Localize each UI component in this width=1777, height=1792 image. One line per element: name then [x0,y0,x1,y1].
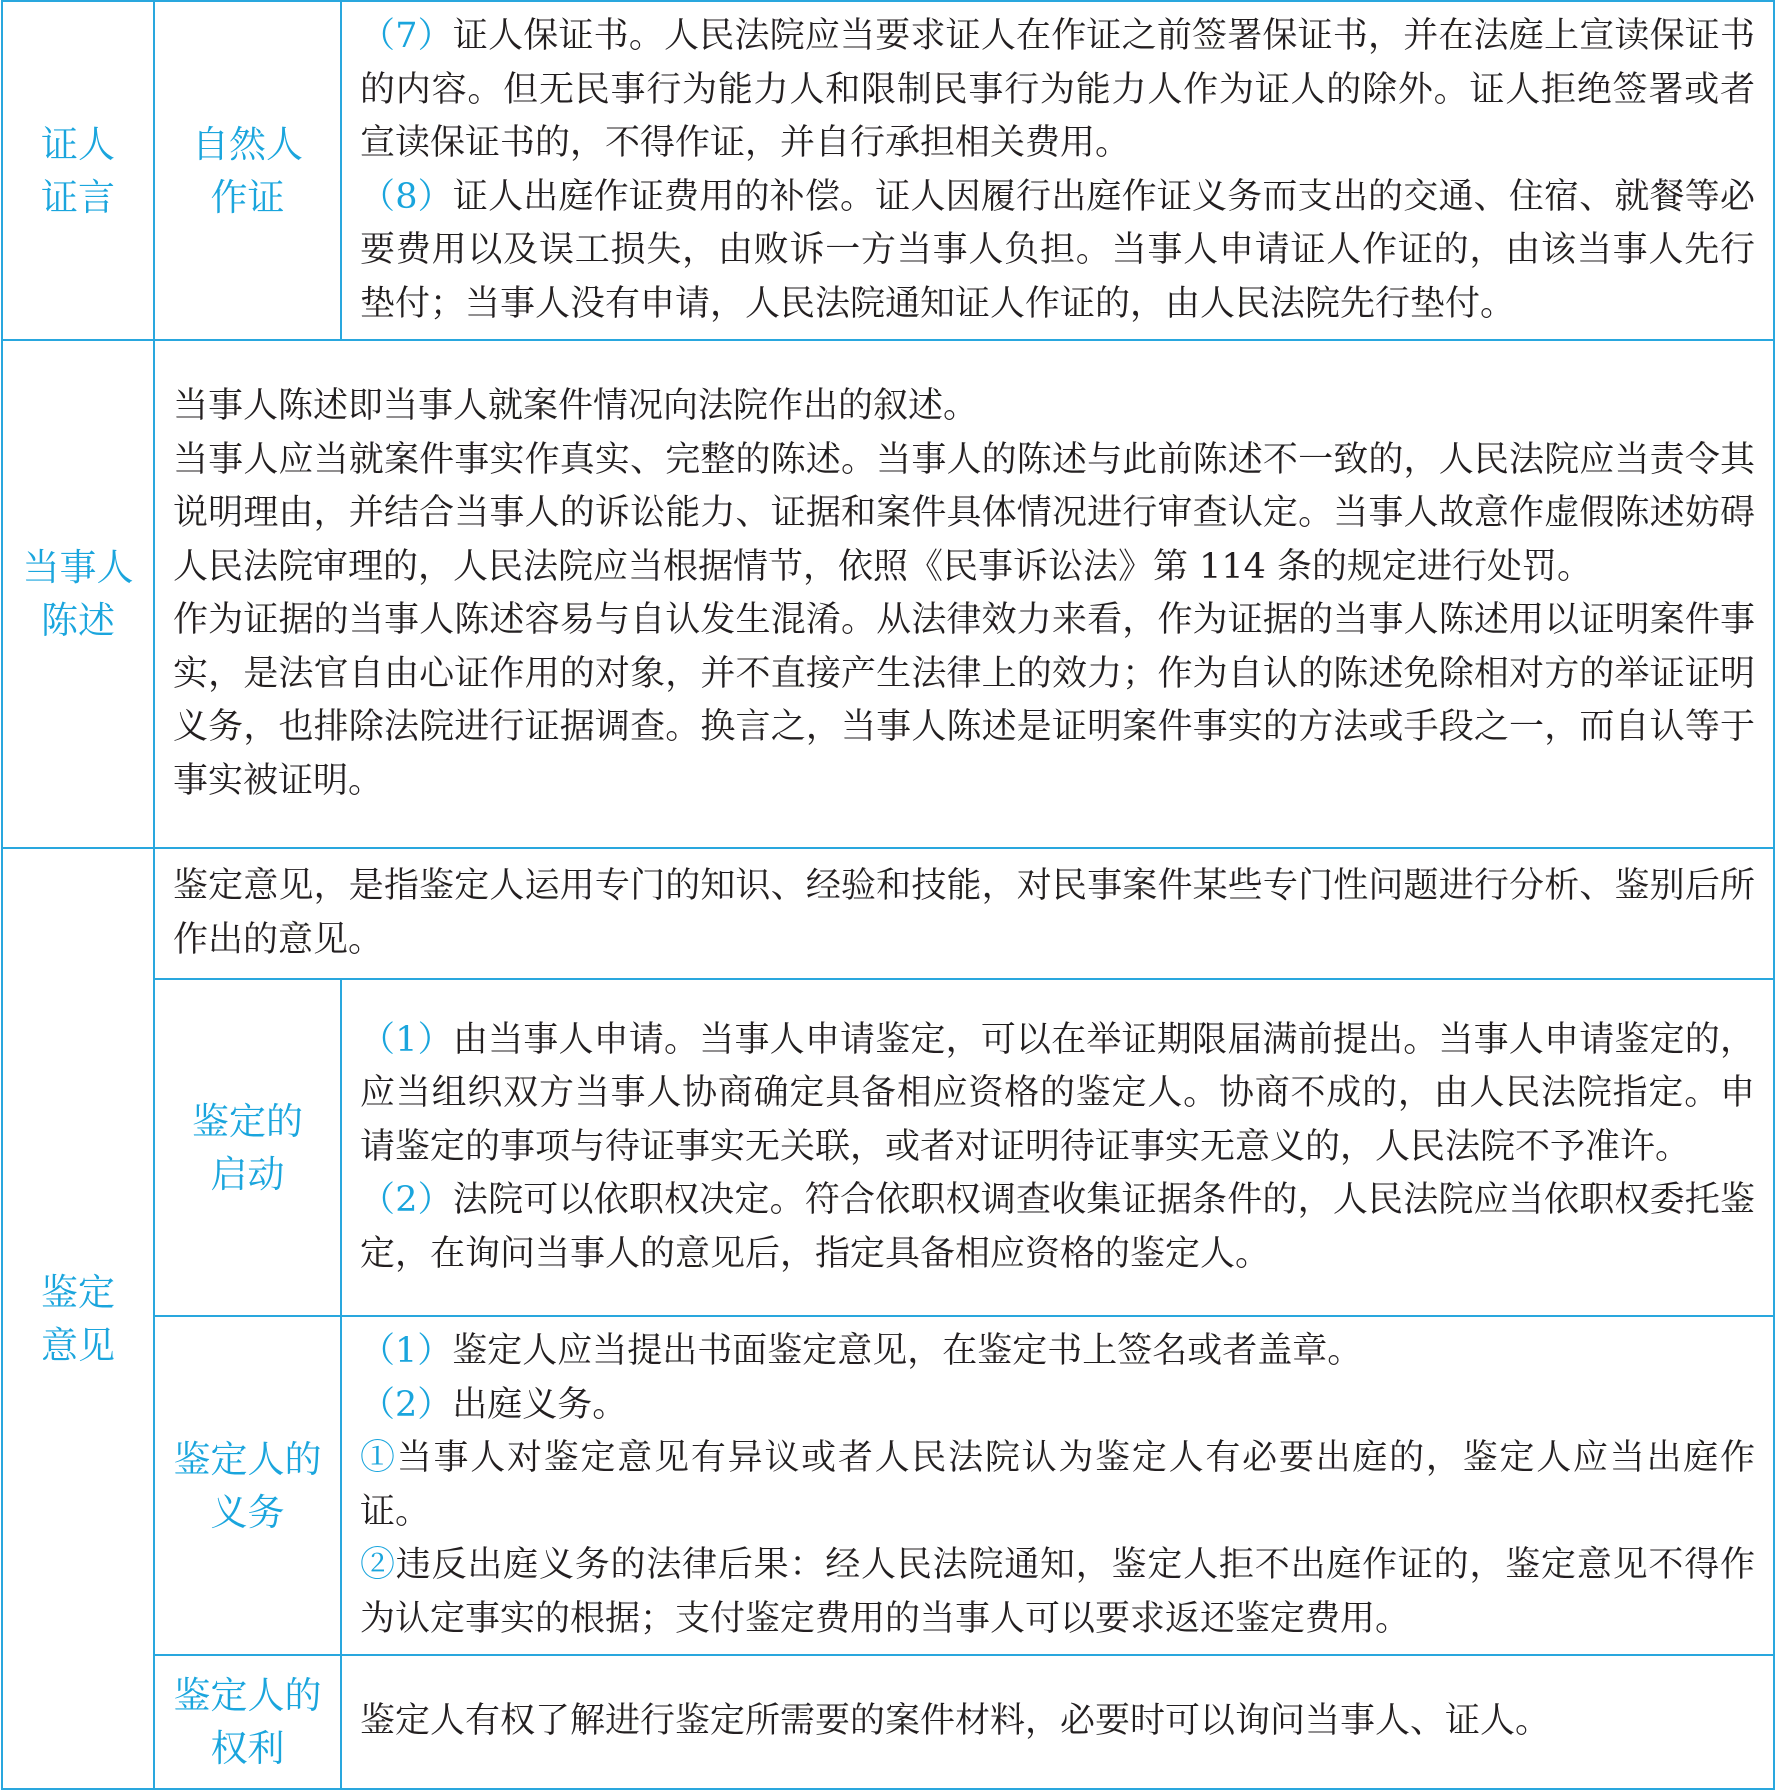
item-number: （2） [360,1384,453,1425]
category-witness-testimony [2,1,154,340]
paragraph: 当事人陈述即当事人就案件情况向法院作出的叙述。 [173,386,979,426]
label-line: 鉴定人的 [173,1674,322,1717]
sub-appraiser-rights [154,1655,341,1789]
item-number: ② [360,1545,396,1585]
item-number: （1） [360,1331,453,1371]
paragraph: 鉴定人有权了解进行鉴定所需要的案件材料，必要时可以询问当事人、证人。 [360,1701,1551,1742]
label-line: 鉴定 [41,1270,115,1314]
paragraph [360,1325,1755,1379]
paragraph [360,10,1755,171]
paragraph-text: 违反出庭义务的法律后果：经人民法院通知，鉴定人拒不出庭作证的，鉴定意见不得作为认定事实的根据；支付鉴定费用的当事人可以要求返还鉴定费用。 [360,1545,1755,1639]
sub-natural-person-testimony [154,1,341,340]
appraisal-definition [154,848,1774,979]
row-witness [2,1,1774,340]
sub-appraisal-initiation [154,979,341,1316]
appraiser-duties-content [341,1316,1774,1655]
paragraph-text: 证人保证书。人民法院应当要求证人在作证之前签署保证书，并在法庭上宣读保证书的内容。但无民事行为能力人和限制民事行为能力人作为证人的除外。证人拒绝签署或者宣读保证书的，不得作证，并自行承担相关费用。 [360,16,1755,163]
label-line: 权利 [210,1727,285,1770]
label-line: 作证 [210,175,285,219]
paragraph [360,171,1755,332]
paragraph: 鉴定意见，是指鉴定人运用专门的知识、经验和技能，对民事案件某些专门性问题进行分析、鉴别后所作出的意见。 [173,866,1755,960]
paragraph-text: 出庭义务。 [452,1384,628,1425]
label-line: 陈述 [41,599,115,642]
paragraph-text: 证人出庭作证费用的补偿。证人因履行出庭作证义务而支出的交通、住宿、就餐等必要费用以及误工损失，由败诉一方当事人负担。当事人申请证人作证的，由该当事人先行垫付；当事人没有申请，人民法院通知证人作证的，由人民法院先行垫付。 [360,176,1755,324]
row-appraiser-rights [2,1655,1774,1789]
paragraph [360,1432,1755,1539]
paragraph-text: 由当事人申请。当事人申请鉴定，可以在举证期限届满前提出。当事人申请鉴定的，应当组织双方当事人协商确定具备相应资格的鉴定人。协商不成的，由人民法院指定。申请鉴定的事项与待证事实无关联，或者对证明待证事实无意义的，人民法院不予准许。 [360,1019,1755,1167]
label-line: 鉴定人的 [173,1437,322,1481]
evidence-table [1,0,1775,1790]
paragraph-text: 法院可以依职权决定。符合依职权调查收集证据条件的，人民法院应当依职权委托鉴定，在询问当事人的意见后，指定具备相应资格的鉴定人。 [360,1180,1755,1274]
label-line: 鉴定的 [192,1099,303,1143]
label-line: 启动 [210,1152,285,1196]
appraiser-rights-content [341,1655,1774,1789]
row-party-statement [2,340,1774,848]
paragraph-text: 当事人对鉴定意见有异议或者人民法院认为鉴定人有必要出庭的，鉴定人应当出庭作证。 [360,1438,1755,1532]
label-line: 义务 [210,1490,285,1534]
item-number: （7） [360,16,453,56]
label-line: 自然人 [192,122,303,166]
label-line: 意见 [41,1323,115,1367]
appraisal-initiation-content [341,979,1774,1316]
paragraph [360,1174,1755,1281]
paragraph [360,1379,1755,1433]
witness-content [341,1,1774,340]
item-number: （2） [360,1180,453,1221]
party-statement-content [154,340,1774,848]
paragraph [360,1539,1755,1646]
label-line: 证人 [41,122,115,166]
row-appraiser-duties [2,1316,1774,1655]
paragraph: 当事人应当就案件事实作真实、完整的陈述。当事人的陈述与此前陈述不一致的，人民法院应当责令其说明理由，并结合当事人的诉讼能力、证据和案件具体情况进行审查认定。当事人故意作虚假陈述妨碍人民法院审理的，人民法院应当根据情节，依照《民事诉讼法》第 114 条的规定进行处罚。 [173,439,1755,587]
label-line: 当事人 [22,546,134,589]
item-number: ① [360,1438,397,1478]
row-appraisal-initiation [2,979,1774,1316]
paragraph [360,1014,1755,1175]
item-number: （8） [360,176,453,217]
row-appraisal-definition [2,848,1774,979]
paragraph: 作为证据的当事人陈述容易与自认发生混淆。从法律效力来看，作为证据的当事人陈述用以证明案件事实，是法官自由心证作用的对象，并不直接产生法律上的效力；作为自认的陈述免除相对方的举证证明义务，也排除法院进行证据调查。换言之，当事人陈述是证明案件事实的方法或手段之一，而自认等于事实被证明。 [173,600,1755,801]
item-number: （1） [360,1019,453,1060]
category-party-statement [2,340,154,848]
paragraph-text: 鉴定人应当提出书面鉴定意见，在鉴定书上签名或者盖章。 [452,1331,1363,1371]
category-appraisal-opinion [2,848,154,1789]
label-line: 证言 [41,175,115,219]
sub-appraiser-duties [154,1316,341,1655]
